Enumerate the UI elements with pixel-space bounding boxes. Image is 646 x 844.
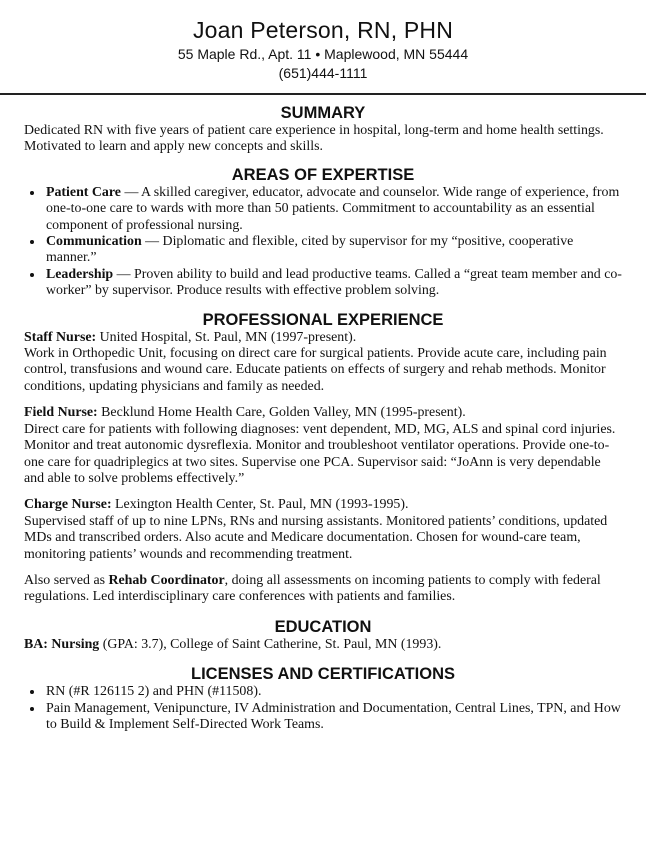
education-entry [24,637,622,653]
expertise-text: — Proven ability to build and lead productive teams. Called a “great team member and co-worker” by supervisor. Produce results with effective problem solving. [46,266,622,299]
additional-role: Also served as Rehab Coordinator, doing all assessments on incoming patients to comply with federal regulations. Led interdisciplinary care conferences with patients and families. [24,572,601,605]
degree-detail: (GPA: 3.7), College of Saint Catherine, St. Paul, MN (1993). [99,636,442,652]
licenses-list [24,684,622,733]
experience-heading: PROFESSIONAL EXPERIENCE [202,310,444,329]
expertise-list [24,185,622,300]
expertise-item [44,185,622,234]
resume-header [24,0,622,83]
job-place: Becklund Home Health Care, Golden Valley, MN (1995-present). [97,405,466,421]
degree: BA: Nursing [24,636,100,652]
expertise-item [44,234,622,267]
job-place: Lexington Health Center, St. Paul, MN (1993-1995). [111,497,409,513]
candidate-address: 55 Maple Rd., Apt. 11 • Maplewood, MN 55444 [177,46,469,62]
expertise-title: Leadership [46,266,114,282]
job-title: Charge Nurse: [24,497,112,513]
summary-heading: SUMMARY [280,104,366,122]
job-entry [24,405,622,487]
candidate-phone: (651)444-1111 [278,65,368,81]
job-place: United Hospital, St. Paul, MN (1997-present). [96,329,357,345]
expertise-title: Communication [46,234,142,250]
expertise-text: — Diplomatic and flexible, cited by supervisor for my “positive, cooperative manner.” [46,234,574,266]
candidate-name: Joan Peterson, RN, PHN [192,17,454,43]
expertise-heading: AREAS OF EXPERTISE [231,165,415,184]
job-entry [24,330,622,396]
additional-role-title: Rehab Coordinator [108,572,225,588]
expertise-text: — A skilled caregiver, educator, advocate and counselor. Wide range of experience, from one-to-one care to wards with more than 50 patients. Commitment to accountability as an essential component of professional nursing. [46,184,620,233]
job-description: Work in Orthopedic Unit, focusing on direct care for surgical patients. Provide acute care, including pain control, transfusions and wound care. Educate patients on effects of surgery and rehab methods. Monitor conditions, updating physicians and family as needed. [24,346,607,394]
job-title: Staff Nurse: [24,329,97,345]
job-description: Supervised staff of up to nine LPNs, RNs and nursing assistants. Monitored patients’ conditions, updated MDs and transcribed orders. Also acute and Medicare documentation. Chosen for wound-care team, monitoring patients’ wounds and recommending treatment. [24,513,608,562]
job-entry [24,497,622,563]
expertise-title: Patient Care [46,184,121,200]
summary-text: Dedicated RN with five years of patient care experience in hospital, long-term and home health settings. Motivated to learn and apply new concepts and skills. [24,123,604,155]
job-title: Field Nurse: [24,405,98,421]
license-item: • Pain Management, Venipuncture, IV Administration and Documentation, Central Lines, TPN, and How to Build & Implement Self-Directed Work Teams. [44,701,622,734]
job-description: Direct care for patients with following diagnoses: vent dependent, MD, MG, ALS and spinal cord injuries. Monitor and treat autonomic dysreflexia. Monitor and troubleshoot ventilator operations. Provide one-to-one care for quadriplegics at two sites. Supervise one PCA. Supervisor said: “JoAnn is very dependable and able to solve problems effectively.” [24,421,616,486]
license-item: • RN (#R 126115 2) and PHN (#11508). [44,684,622,700]
expertise-item [44,267,622,300]
licenses-heading: LICENSES AND CERTIFICATIONS [190,665,455,684]
education-heading: EDUCATION [274,617,372,636]
